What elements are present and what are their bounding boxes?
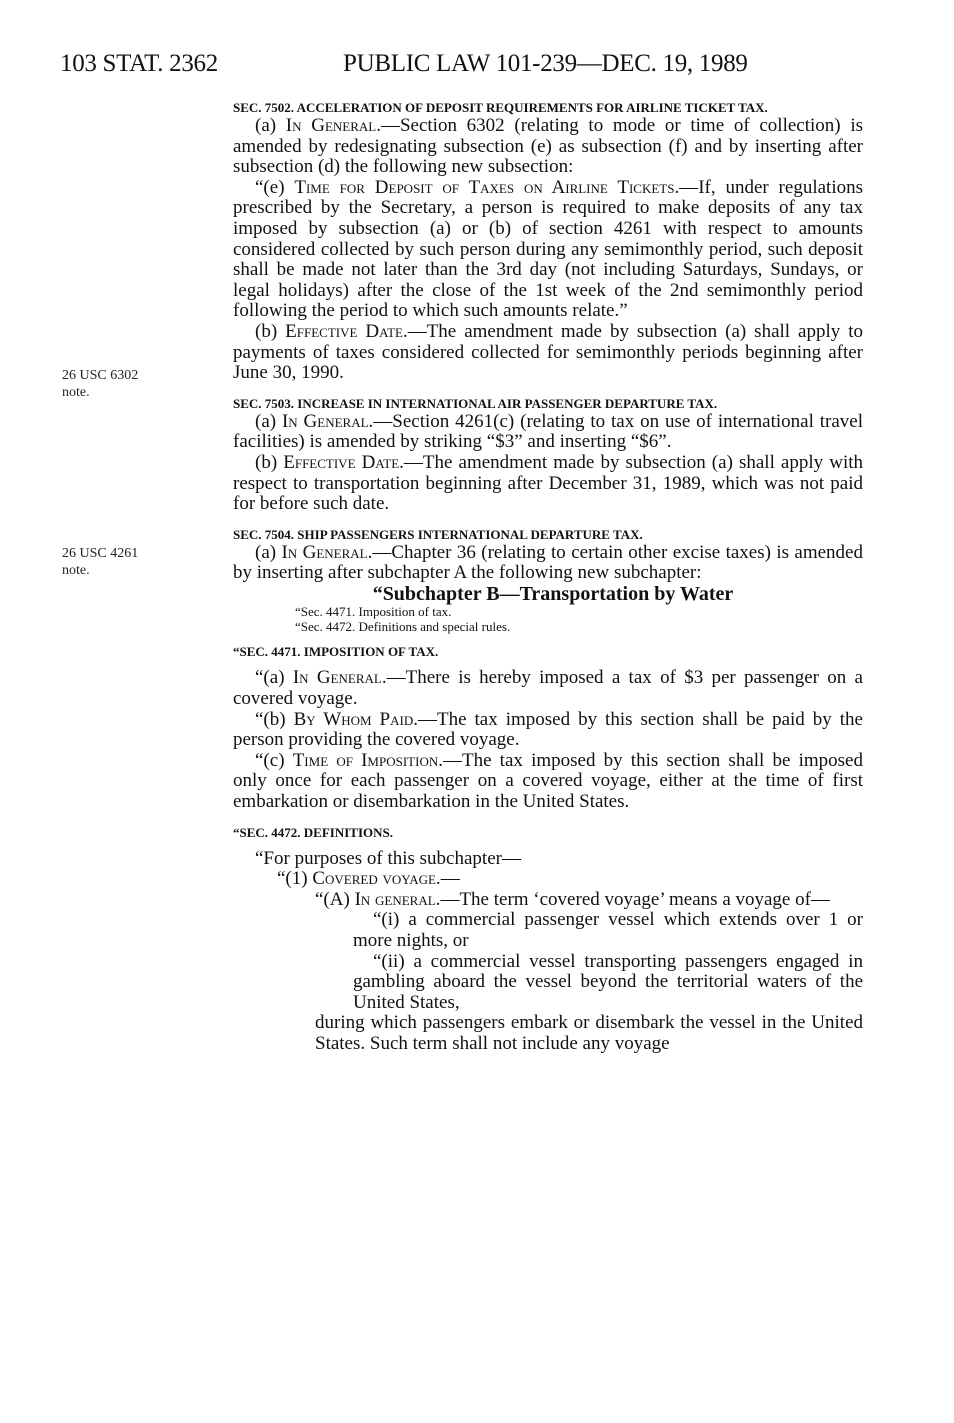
text: —If, under regulations prescribed by the Secretary, a person is required to make deposits of any tax imposed by subsection (a) or (b) of section 4261 with respect to amounts considered collected by such person during any semimonthly period, such deposit shall be made not later than the 3rd day (not including Saturdays, Sundays, or legal holidays) after the close of the 1st week of the 2nd semimonthly period following the period to which such amounts relate.”	[233, 176, 863, 322]
label: “(a)	[255, 667, 293, 689]
text: —Chapter 36 (relating to certain other excise taxes) is amended by inserting after subchapter A the following new subchapter:	[233, 541, 863, 584]
text: —Section 4261(c) (relating to tax on use of international travel facilities) is amended by striking “$3” and inserting “$6”.	[233, 410, 863, 453]
label: “(1)	[277, 868, 313, 890]
margin-note-label: note.	[62, 385, 90, 400]
sec4471-subsection-c	[233, 751, 863, 813]
section-heading-7503: SEC. 7503. INCREASE IN INTERNATIONAL AIR PASSENGER DEPARTURE TAX.	[233, 395, 718, 411]
sec7503-subsection-a	[233, 412, 863, 453]
subchapter-table-of-sections	[233, 604, 863, 634]
subchapter-title: “Subchapter B—Transportation by Water	[372, 582, 734, 605]
sec4472-clause-i: “(i) a commercial passenger vessel which extends over 1 or more nights, or	[353, 909, 863, 951]
margin-note-6302	[62, 367, 192, 401]
sec4471-subsection-b	[233, 710, 863, 751]
caption: By Whom Paid.	[293, 708, 418, 730]
page-law-header: PUBLIC LAW 101-239—DEC. 19, 1989	[343, 50, 748, 77]
section-heading-7502: SEC. 7502. ACCELERATION OF DEPOSIT REQUIREMENTS FOR AIRLINE TICKET TAX.	[233, 100, 768, 115]
caption: In General.	[281, 541, 373, 563]
sec7502-subsection-a	[233, 116, 863, 178]
label: (a)	[255, 115, 286, 136]
caption: In General.	[292, 667, 387, 689]
label: (a)	[255, 541, 282, 563]
caption: In general.	[354, 888, 441, 910]
label: “(A)	[315, 888, 355, 910]
caption: Time for Deposit of Taxes on Airline Tickets.	[294, 176, 680, 198]
sec4472-clause-ii: “(ii) a commercial vessel transporting passengers engaged in gambling aboard the vessel beyond the territorial waters of the United States,	[353, 950, 863, 1013]
sec4472-paragraph-1	[233, 869, 863, 890]
sec4472-subparagraph-a	[233, 890, 863, 911]
text: —The amendment made by subsection (a) shall apply with respect to transportation beginning after December 31, 1989, which was not paid for before such date.	[233, 451, 863, 515]
margin-note-label: note.	[62, 563, 90, 578]
text: —The tax imposed by this section shall be imposed only once for each passenger on a covered voyage, either at the time of first embarkation or disembarkation in the United States.	[233, 749, 863, 813]
label: (b)	[255, 320, 286, 342]
text: —The amendment made by subsection (a) shall apply to payments of taxes considered collected for semimonthly periods beginning after June 30, 1990.	[233, 320, 864, 384]
page-stat-citation: 103 STAT. 2362	[60, 50, 218, 77]
sec7502-subsection-b	[233, 322, 863, 384]
sec7503-subsection-b	[233, 453, 863, 515]
label: (b)	[255, 451, 284, 473]
caption: Covered voyage.	[312, 868, 441, 890]
label: (a)	[255, 410, 282, 432]
caption: In General.	[285, 115, 381, 136]
text: —The tax imposed by this section shall be paid by the person providing the covered voyage.	[233, 708, 863, 751]
caption: Effective Date.	[283, 451, 404, 473]
caption: Effective Date.	[285, 320, 408, 342]
text: —The term ‘covered voyage’ means a voyage of—	[440, 888, 830, 910]
dash: —	[440, 868, 460, 890]
section-heading-7504: SEC. 7504. SHIP PASSENGERS INTERNATIONAL DEPARTURE TAX.	[233, 526, 643, 542]
section-heading-4471: “SEC. 4471. IMPOSITION OF TAX.	[233, 644, 439, 660]
section-heading-4472: “SEC. 4472. DEFINITIONS.	[233, 824, 394, 840]
label: “(e)	[255, 176, 295, 198]
sec7502-new-subsection-e	[233, 178, 863, 322]
toc-entry: “Sec. 4471. Imposition of tax.	[295, 604, 452, 620]
caption: Time of Imposition.	[292, 749, 443, 771]
label: “(c)	[255, 749, 293, 771]
text: —There is hereby imposed a tax of $3 per passenger on a covered voyage.	[233, 667, 863, 710]
label: “(b)	[255, 708, 294, 730]
margin-note-citation: 26 USC 4261	[62, 546, 139, 561]
sec4472-flush-text: during which passengers embark or disembark the vessel in the United States. Such term shall not include any voyage	[315, 1012, 863, 1054]
margin-note-4261	[62, 545, 192, 579]
sec4471-subsection-a	[233, 668, 863, 709]
text: —Section 6302 (relating to mode or time of collection) is amended by redesignating subsection (e) as subsection (f) and by inserting after subsection (d) the following new subsection:	[233, 115, 863, 178]
document-body	[233, 100, 863, 1055]
caption: In General.	[281, 410, 374, 432]
sec4472-intro: “For purposes of this subchapter—	[255, 847, 521, 869]
toc-entry: “Sec. 4472. Definitions and special rules.	[295, 619, 511, 635]
margin-note-citation: 26 USC 6302	[62, 368, 139, 383]
sec7504-subsection-a	[233, 543, 863, 584]
